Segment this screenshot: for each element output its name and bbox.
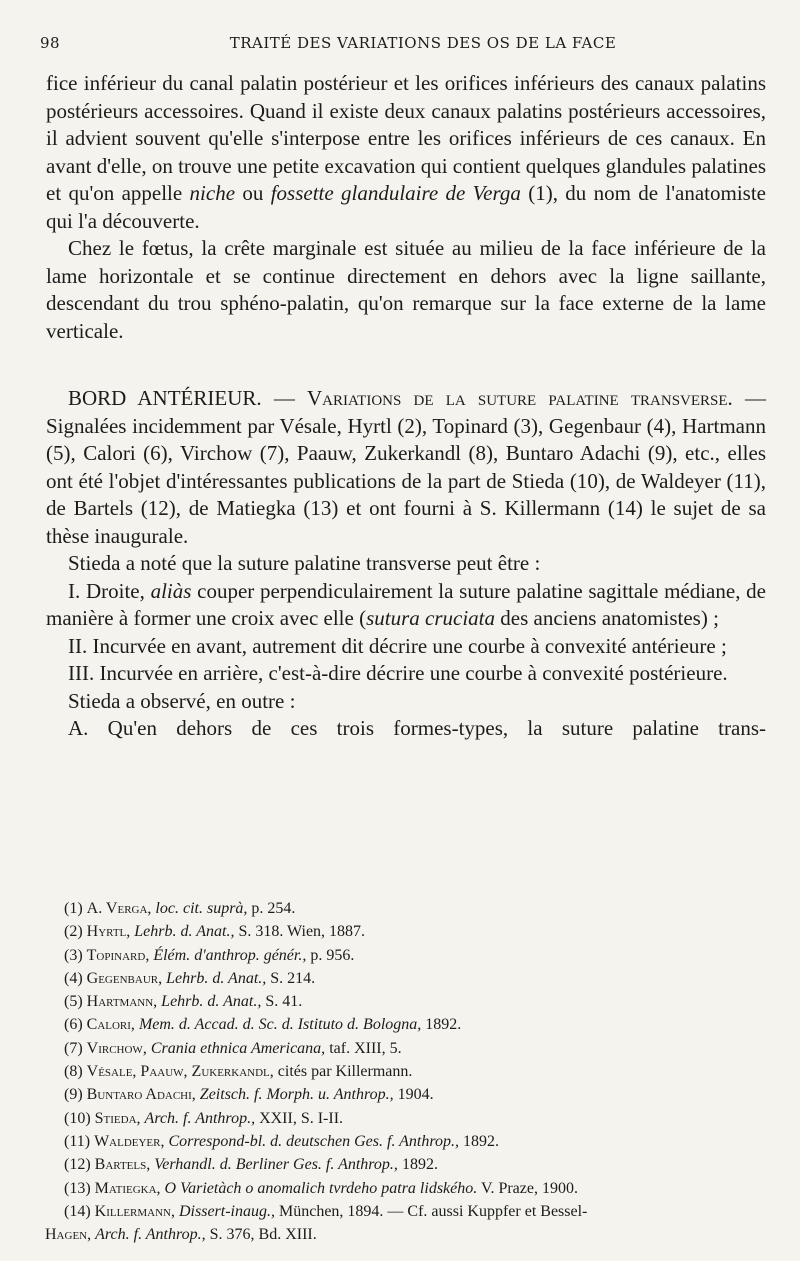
footnotes <box>45 897 766 1246</box>
footnote-item <box>64 920 766 943</box>
footnote-author: Waldeyer, <box>94 1132 169 1150</box>
footnote-author: Buntaro Adachi, <box>86 1086 200 1104</box>
footnote-author: Hartmann, <box>86 993 162 1011</box>
footnote-title: Arch. f. Anthrop., <box>95 1226 206 1244</box>
footnote-number: (1) <box>64 900 87 917</box>
footnote-detail: S. 41. <box>261 993 303 1011</box>
footnote-detail: S. 376, Bd. XIII. <box>205 1226 317 1244</box>
section-paragraph: BORD ANTÉRIEUR. — Variations de la suture palatine transverse. — Signalées incidemment par Vésale, Hyrtl (2), Topinard (3), Gegenbaur (4), Hartmann (5), Calori (6), Virchow (7), Paauw, Zukerkandl (8), Buntaro Adachi (9), etc., elles ont été l'objet d'intéressantes publications de la part de Stieda (10), de Waldeyer (11), de Bartels (12), de Matiegka (13) et ont fourni à S. Killermann (14) le sujet de sa thèse inaugurale. <box>46 386 766 548</box>
footnote-author: Hagen, <box>45 1226 96 1244</box>
footnote-item <box>64 967 766 990</box>
italic-term: fossette glandulaire de Verga <box>270 181 521 205</box>
footnote-author: Stieda, <box>94 1109 145 1127</box>
running-title: TRAITÉ DES VARIATIONS DES OS DE LA FACE <box>229 34 617 52</box>
footnote-detail: 1892. <box>421 1016 462 1034</box>
footnote-number: (11) <box>64 1132 95 1150</box>
footnote-title: Élém. d'anthrop. génér., <box>153 946 307 964</box>
footnote-continuation <box>45 1223 766 1246</box>
footnote-author: Gegenbaur, <box>86 969 167 987</box>
footnote-number: (9) <box>64 1086 87 1104</box>
footnote-item <box>64 1107 766 1130</box>
footnote-detail: S. 214. <box>266 969 316 987</box>
footnote-detail: p. 956. <box>306 946 355 964</box>
footnote-author: A. Verga, <box>86 900 156 917</box>
paragraph-8: Stieda a observé, en outre : <box>68 688 296 713</box>
footnote-detail: 1904. <box>393 1086 434 1104</box>
footnote-author: Topinard, <box>86 946 154 964</box>
footnote-title: Mem. d. Accad. d. Sc. d. Istituto d. Bologna, <box>138 1016 422 1034</box>
footnote-author: Vésale, Paauw, Zukerkandl, <box>86 1063 278 1081</box>
footnote-author: Calori, <box>86 1016 139 1034</box>
footnote-detail: 1892. <box>459 1132 499 1150</box>
footnote-title: Lehrb. d. Anat., <box>161 993 262 1011</box>
section-subheading: Variations de la suture palatine transverse. <box>307 386 733 410</box>
paragraph-5: I. Droite, aliàs couper perpendiculairement la suture palatine sagittale médiane, de manière à former une croix avec elle (sutura cruciata des anciens anatomistes) ; <box>46 578 766 630</box>
footnote-item <box>64 944 766 967</box>
page-header <box>40 34 766 54</box>
footnote-detail: S. 318. Wien, 1887. <box>234 923 366 941</box>
footnote-item <box>64 1083 766 1106</box>
footnote-title: Crania ethnica Americana, <box>150 1039 326 1057</box>
footnote-title: Verhandl. d. Berliner Ges. f. Anthrop., <box>154 1156 398 1174</box>
footnote-item <box>64 990 766 1013</box>
footnote-number: (7) <box>64 1039 87 1057</box>
footnote-author: Matiegka, <box>94 1179 165 1197</box>
paragraph-4: Stieda a noté que la suture palatine transverse peut être : <box>68 551 541 575</box>
footnote-author: Virchow, <box>86 1039 151 1057</box>
paragraph-2: Chez le fœtus, la crête marginale est située au milieu de la face inférieure de la lame horizontale et se continue directement en dehors avec la ligne saillante, descendant du trou sphéno-palatin, qu'on remarque sur la face externe de la lame verticale. <box>46 236 766 343</box>
footnote-number: (13) <box>64 1179 95 1197</box>
footnote-number: (8) <box>64 1063 87 1081</box>
footnote-title: Zeitsch. f. Morph. u. Anthrop., <box>199 1086 394 1104</box>
footnote-detail: taf. XIII, 5. <box>325 1039 402 1057</box>
footnote-title: Dissert-inaug., <box>178 1202 275 1220</box>
footnote-author: Bartels, <box>94 1156 155 1174</box>
footnote-title: Correspond-bl. d. deutschen Ges. f. Anthrop., <box>168 1132 459 1150</box>
paragraph-6: II. Incurvée en avant, autrement dit décrire une courbe à convexité antérieure ; <box>68 633 727 658</box>
footnote-number: (4) <box>64 969 87 987</box>
footnote-number: (10) <box>64 1109 95 1127</box>
footnote-detail: cités par Killermann. <box>277 1063 413 1081</box>
footnote-detail: 1892. <box>397 1156 438 1174</box>
paragraph-7: III. Incurvée en arrière, c'est-à-dire décrire une courbe à convexité postérieure. <box>68 661 728 685</box>
footnote-detail: p. 254. <box>247 900 296 917</box>
footnote-item <box>64 897 766 920</box>
footnote-number: (14) <box>64 1202 95 1220</box>
footnote-item <box>64 1200 766 1223</box>
footnote-author: Hyrtl, <box>86 923 135 941</box>
footnote-item <box>64 1013 766 1036</box>
page-number: 98 <box>40 34 61 52</box>
section-heading: BORD ANTÉRIEUR. <box>68 386 262 410</box>
footnote-number: (5) <box>64 993 87 1011</box>
footnote-title: Arch. f. Anthrop., <box>144 1109 256 1127</box>
footnote-detail: München, 1894. — Cf. aussi Kuppfer et Bessel- <box>274 1202 588 1220</box>
footnote-title: Lehrb. d. Anat., <box>134 923 235 941</box>
italic-term: niche <box>189 181 236 205</box>
footnote-author: Killermann, <box>94 1202 179 1220</box>
footnote-item <box>64 1037 766 1060</box>
paragraph-9: A. Qu'en dehors de ces trois formes-types, la suture palatine trans- <box>68 716 766 740</box>
footnote-title: O Varietàch o anomalich tvrdeho patra lidského. <box>164 1179 478 1197</box>
footnote-item <box>64 1177 766 1200</box>
footnote-item <box>64 1060 766 1083</box>
footnote-number: (2) <box>64 923 87 941</box>
footnote-title: Lehrb. d. Anat., <box>166 969 267 987</box>
footnote-detail: XXII, S. I-II. <box>255 1109 344 1127</box>
footnote-item <box>64 1130 766 1153</box>
main-text <box>46 70 766 743</box>
footnote-number: (3) <box>64 946 87 964</box>
footnote-number: (12) <box>64 1156 95 1174</box>
footnote-title: loc. cit. suprà, <box>155 900 248 917</box>
footnote-item <box>64 1153 766 1176</box>
paragraph-1: fice inférieur du canal palatin postérieur et les orifices inférieurs des canaux palatins postérieurs accessoires. Quand il existe deux canaux palatins postérieurs accessoires, il advient souvent qu'elle s'interpose entre les orifices inférieurs de ces canaux. En avant d'elle, on trouve une petite excavation qui contient quelques glandules palatines et qu'on appelle niche ou fossette glandulaire de Verga (1), du nom de l'anatomiste qui l'a découverte. <box>46 71 767 233</box>
footnote-number: (6) <box>64 1016 87 1034</box>
footnote-detail: V. Praze, 1900. <box>477 1179 578 1197</box>
